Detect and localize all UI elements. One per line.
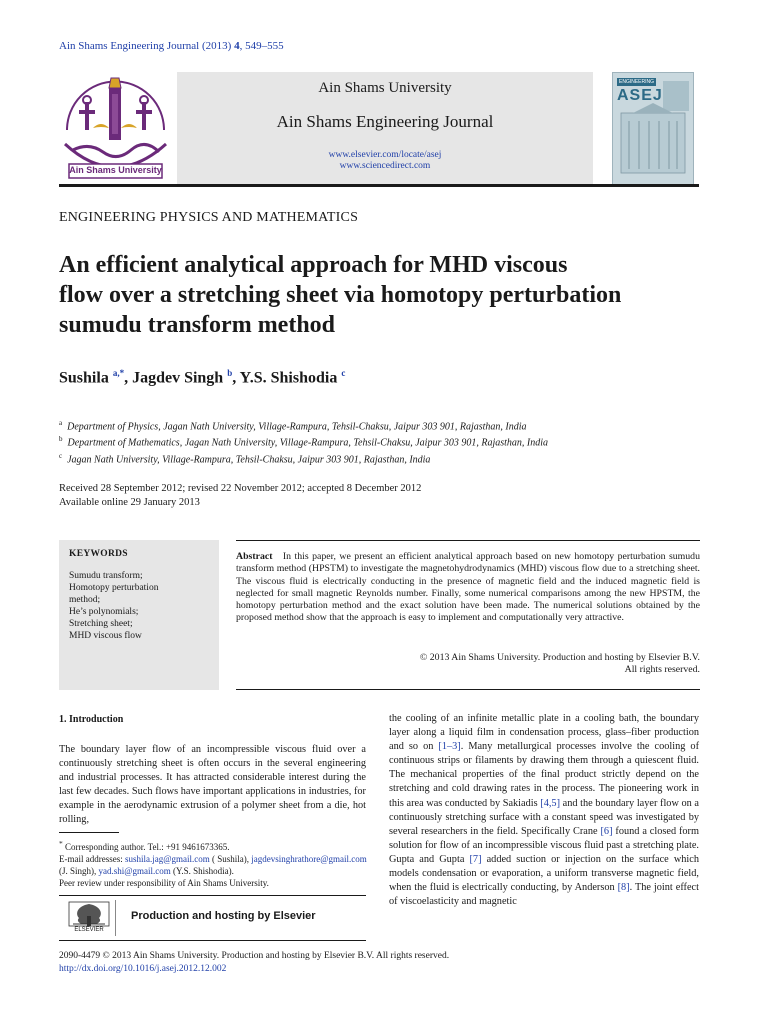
- author-separator: ,: [124, 369, 133, 387]
- cover-subtitle: ENGINEERING: [619, 79, 655, 85]
- title-line: sumudu transform method: [59, 312, 336, 338]
- body-text: found a closed form solution for flow of an incompressible viscous fluid past a stretching plate. Gupta and Gupta: [389, 825, 699, 865]
- body-text: . The joint effect of viscoelasticity and magnetic: [389, 882, 699, 908]
- elsevier-logo: [67, 900, 111, 936]
- email-owner: (J. Singh),: [59, 866, 99, 876]
- affiliation-marker: a: [59, 419, 63, 427]
- header-rule: [59, 184, 699, 187]
- author-list: [59, 368, 345, 387]
- body-text: and the boundary layer flow on a continuously stretching surface with a constant speed was investigated by several researchers in the field. Specifically Crane: [389, 797, 699, 837]
- cover-brand: ASEJ: [617, 87, 663, 104]
- footnote: [59, 838, 369, 889]
- citation-link[interactable]: [8]: [617, 882, 630, 894]
- sciencedirect-url[interactable]: www.sciencedirect.com: [339, 161, 431, 171]
- keyword-item: He’s polynomials;: [69, 607, 139, 617]
- body-text: . Many metallurgical processes involve the cooling of continuous strips or filaments by drawing them through a quiescent fluid. The mechanical properties of the final product strictly depend on the stretching and cold drawing rates in the process. The pioneering work in this area was conducted by Sakiadis: [389, 741, 700, 809]
- affiliation-item: [59, 450, 548, 466]
- doi-link[interactable]: http://dx.doi.org/10.1016/j.asej.2012.12.002: [59, 964, 227, 974]
- body-text: the cooling of an infinite metallic plate in a cooling bath, the boundary layer along a liquid film in condensation process, glass–fiber production and so on: [389, 713, 699, 753]
- elsevier-logo-label: ELSEVIER: [74, 927, 104, 933]
- keyword-item: Stretching sheet;: [69, 619, 133, 629]
- email-owner: ( Sushila),: [209, 854, 252, 864]
- affiliation-text: Department of Mathematics, Jagan Nath University, Village-Rampura, Tehsil-Chaksu, Jaipur 303 901, Rajasthan, India: [67, 437, 549, 449]
- copyright-line: All rights reserved.: [624, 664, 700, 676]
- email-owner: (Y.S. Shishodia).: [170, 866, 234, 876]
- footnote-corr-text: Corresponding author. Tel.: +91 9461673365.: [62, 842, 230, 852]
- elsevier-banner: [59, 895, 366, 941]
- citation-link[interactable]: [4,5]: [540, 797, 560, 809]
- author-separator: ,: [232, 369, 240, 387]
- citation-link[interactable]: [7]: [469, 853, 482, 865]
- university-name: Ain Shams University: [318, 80, 452, 96]
- abstract-rule-bottom: [236, 689, 700, 690]
- journal-info-panel: [177, 72, 593, 186]
- keywords-list: [69, 570, 158, 642]
- footnote-star: *: [59, 839, 63, 848]
- affiliation-marker: c: [59, 451, 63, 460]
- email-label: E-mail addresses:: [59, 854, 125, 864]
- author-name: Sushila: [59, 369, 113, 387]
- author-affil-link[interactable]: c: [341, 368, 346, 378]
- corresponding-author: [59, 838, 369, 853]
- keywords-box: [59, 540, 219, 690]
- issn-copyright: 2090-4479 © 2013 Ain Shams University. Production and hosting by Elsevier B.V. All rights reserved.: [59, 951, 450, 961]
- logo-caption: Ain Shams University: [69, 165, 162, 175]
- author-affil-link[interactable]: a,*: [112, 368, 125, 378]
- abstract-copyright: [236, 652, 700, 677]
- online-date: Available online 29 January 2013: [59, 497, 200, 508]
- footnote-rule: [59, 832, 119, 833]
- body-text: added suction or injection on the surface which models condensation or evaporation, a uniform transverse magnetic field, when the fluid is electrically conducting, by Anderson: [389, 853, 700, 894]
- copyright-line: © 2013 Ain Shams University. Production and hosting by Elsevier B.V.: [419, 652, 700, 663]
- article-dates: [59, 482, 421, 510]
- journal-cover: [612, 72, 694, 186]
- affiliations: [59, 417, 548, 466]
- journal-ref-prefix: Ain Shams Engineering Journal (2013): [59, 40, 235, 52]
- journal-ref-pages: , 549–555: [239, 40, 284, 52]
- keyword-item: method;: [69, 595, 101, 605]
- author-affil-link[interactable]: b: [227, 368, 233, 378]
- abstract: [236, 551, 700, 625]
- affiliation-item: [59, 417, 548, 433]
- affiliation-item: [59, 433, 548, 449]
- affiliation-text: Department of Physics, Jagan Nath University, Village-Rampura, Tehsil-Chaksu, Jaipur 303 901, Rajasthan, India: [67, 421, 527, 433]
- citation-link[interactable]: [1–3]: [438, 741, 461, 753]
- email-link[interactable]: jagdevsinghrathore@gmail.com: [251, 854, 367, 864]
- author-name: Y.S. Shishodia: [239, 369, 342, 387]
- keyword-item: Sumudu transform;: [69, 571, 143, 581]
- received-dates: Received 28 September 2012; revised 22 November 2012; accepted 8 December 2012: [59, 483, 422, 494]
- email-link[interactable]: yad.shi@gmail.com: [98, 866, 171, 876]
- section-label: ENGINEERING PHYSICS AND MATHEMATICS: [59, 210, 359, 225]
- journal-reference[interactable]: [59, 40, 284, 52]
- affiliation-text: Jagan Nath University, Village-Rampura, Tehsil-Chaksu, Jaipur 303 901, Rajasthan, India: [67, 453, 431, 465]
- journal-ref-volume: 4: [234, 40, 240, 52]
- elsevier-divider: [115, 900, 116, 936]
- cover-building-icon: [613, 73, 693, 185]
- abstract-rule-top: [236, 540, 700, 541]
- abstract-label: Abstract: [236, 551, 273, 562]
- title-line: An efficient analytical approach for MHD viscous: [59, 252, 568, 278]
- intro-left-column: The boundary layer flow of an incompressible viscous fluid over a continuously stretching sheet is often occurs in the several engineering and industrial processes. It has attracted considerable interest during the last few decades. Such flows have important applications in industries, for example in the aerodynamic extrusion of a polymer sheet from a die, hot rolling,: [59, 744, 366, 826]
- abstract-text: In this paper, we present an efficient analytical approach based on new homotopy perturbation sumudu transform method (HPSTM) to investigate the magnetohydrodynamics (MHD) viscous flow due to a stretching sheet. The viscous fluid is electrically conducting in the presence of magnetic field and the induced magnetic field is neglected for small magnetic Reynolds number. Finally, some numerical comparisons among the new HPSTM, the homotopy perturbation method and the exact solution have been made. The numerical solutions obtained by the proposed method show that the approach is easy to implement and computationally very attractive.: [236, 551, 700, 624]
- keyword-item: Homotopy perturbation: [69, 583, 159, 593]
- affiliation-marker: b: [59, 435, 63, 444]
- keywords-title: KEYWORDS: [69, 549, 128, 559]
- email-link[interactable]: sushila.jag@gmail.com: [124, 854, 210, 864]
- peer-review-note: Peer review under responsibility of Ain Shams University.: [59, 878, 269, 888]
- intro-right-column: [389, 712, 699, 909]
- citation-link[interactable]: [6]: [600, 825, 613, 837]
- elsevier-hosting-text: Production and hosting by Elsevier: [131, 910, 316, 922]
- journal-header: [59, 72, 699, 188]
- intro-heading: 1. Introduction: [59, 714, 124, 725]
- title-line: flow over a stretching sheet via homotopy perturbation: [59, 282, 622, 308]
- journal-name: Ain Shams Engineering Journal: [276, 112, 494, 131]
- email-addresses: [59, 853, 369, 877]
- keyword-item: MHD viscous flow: [69, 631, 142, 641]
- elsevier-url[interactable]: www.elsevier.com/locate/asej: [328, 150, 442, 160]
- article-title: [59, 250, 699, 340]
- university-logo: [59, 72, 172, 188]
- author-name: Jagdev Singh: [132, 369, 228, 387]
